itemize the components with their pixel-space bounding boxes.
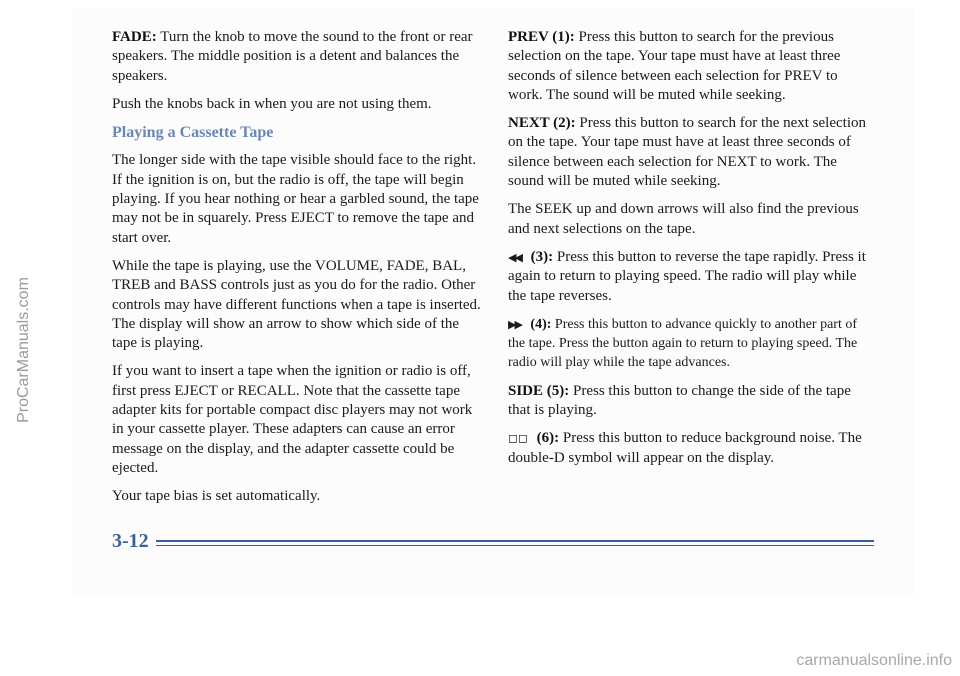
cassette-paragraph-2: While the tape is playing, use the VOLUME, FADE, BAL, TREB and BASS controls just as you do for the radio. Other controls may have different functions when a tape is inserted. The display will show an arrow to show which side of the tape is playing.	[112, 257, 481, 352]
cassette-paragraph-3: If you want to insert a tape when the ignition or radio is off, first press EJECT or RECALL. Note that the cassette tape adapter kits for portable compact disc players may not work in your cassette player. These adapters can cause an error message on the display, and the adapter cassette could be ejected.	[112, 363, 473, 476]
left-column	[112, 28, 482, 516]
side-paragraph	[508, 382, 873, 421]
fast-forward-text: Press this button to advance quickly to another part of the tape. Press the button again to return to playing speed. The radio will play while the tape advances.	[508, 316, 858, 371]
push-knobs-paragraph: Push the knobs back in when you are not using them.	[112, 95, 432, 112]
side-term: SIDE (5):	[508, 382, 570, 399]
rewind-icon: ◀◀	[508, 250, 521, 264]
next-text: Press this button to search for the next selection on the tape. Your tape must have at least three seconds of silence between each selection for NEXT to work. The sound will be muted while seeking.	[508, 115, 866, 190]
page-number: 3-12	[112, 530, 149, 552]
fade-paragraph	[112, 28, 482, 86]
fast-forward-icon: ▶▶	[508, 317, 521, 331]
prev-paragraph	[508, 28, 873, 105]
fade-text: Turn the knob to move the sound to the front or rear speakers. The middle position is a detent and balances the speakers.	[112, 29, 473, 84]
right-column	[508, 28, 873, 477]
footer-rule	[156, 540, 874, 542]
rewind-text: Press this button to reverse the tape rapidly. Press it again to return to playing speed. The radio will play while the tape reverses.	[508, 248, 866, 304]
rewind-paragraph	[508, 248, 873, 306]
fade-term: FADE:	[112, 29, 157, 45]
footer-rule-thin	[156, 545, 874, 546]
fast-forward-paragraph	[508, 315, 873, 373]
dolby-text: Press this button to reduce background noise. The double-D symbol will appear on the display.	[508, 430, 862, 466]
section-heading: Playing a Cassette Tape	[112, 124, 274, 142]
next-term: NEXT (2):	[508, 115, 576, 132]
side-watermark	[0, 140, 30, 560]
dolby-paragraph	[508, 429, 873, 468]
watermark-text: ProCarManuals.com	[15, 277, 32, 423]
cassette-paragraph-1: The longer side with the tape visible should face to the right. If the ignition is on, but the radio is off, the tape will begin playing. If you hear nothing or hear a garbled sound, the tape may not be in squarely. Press EJECT to remove the tape and start over.	[112, 152, 479, 246]
next-paragraph	[508, 114, 873, 191]
footer-site-text: carmanualsonline.info	[796, 652, 952, 669]
prev-term: PREV (1):	[508, 29, 575, 45]
fast-forward-term: (4):	[530, 316, 552, 332]
prev-text: Press this button to search for the previous selection on the tape. Your tape must have at least three seconds of silence between each selection for PREV to work. The sound will be muted while seeking.	[508, 29, 841, 103]
dolby-term: (6):	[536, 430, 560, 447]
seek-paragraph: The SEEK up and down arrows will also find the previous and next selections on the tape.	[508, 201, 859, 237]
rewind-term: (3):	[530, 248, 554, 265]
side-text: Press this button to change the side of the tape that is playing.	[508, 382, 851, 419]
cassette-paragraph-4: Your tape bias is set automatically.	[112, 488, 321, 505]
double-d-icon: ◻◻	[508, 431, 528, 446]
